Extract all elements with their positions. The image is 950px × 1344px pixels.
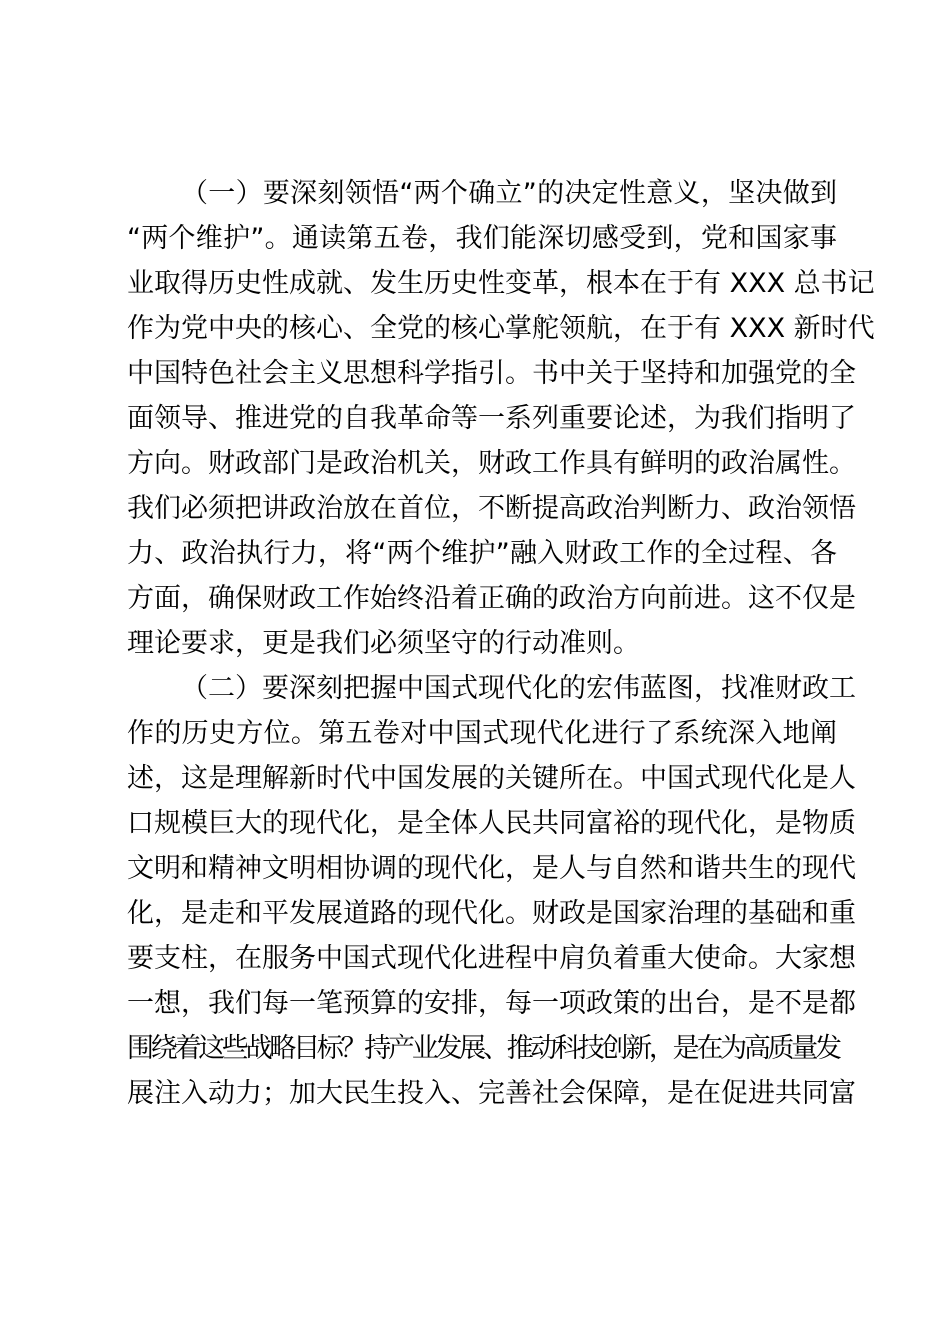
paragraph-line: （一）要深刻领悟“两个确立”的决定性意义，坚决做到 (181, 178, 837, 209)
paragraph-line: 作的历史方位。第五卷对中国式现代化进行了系统深入地阐 (127, 718, 837, 749)
paragraph-line: 方面，确保财政工作始终沿着正确的政治方向前进。这不仅是 (127, 583, 856, 614)
paragraph-line: 中国特色社会主义思想科学指引。书中关于坚持和加强党的全 (127, 358, 856, 389)
paragraph-line: 要支柱，在服务中国式现代化进程中肩负着重大使命。大家想 (127, 943, 856, 974)
paragraph-line: 作为党中央的核心、全党的核心掌舵领航，在于有 XXX 新时代 (127, 313, 875, 344)
paragraph-line: 面领导、推进党的自我革命等一系列重要论述，为我们指明了 (127, 403, 856, 434)
paragraph-2 (127, 666, 856, 1116)
paragraph-line: （二）要深刻把握中国式现代化的宏伟蓝图，找准财政工 (181, 673, 856, 704)
paragraph-line: 口规模巨大的现代化，是全体人民共同富裕的现代化，是物质 (127, 808, 856, 839)
paragraph-line: “两个维护”。通读第五卷，我们能深切感受到，党和国家事 (127, 223, 837, 254)
paragraph-line: 围绕着这些战略目标？持产业发展、推动科技创新，是在为高质量发 (127, 1033, 837, 1064)
paragraph-line: 力、政治执行力，将“两个维护”融入财政工作的全过程、各 (127, 538, 837, 569)
body-text (127, 171, 875, 1116)
paragraph-line: 方向。财政部门是政治机关，财政工作具有鲜明的政治属性。 (127, 448, 856, 479)
paragraph-line: 述，这是理解新时代中国发展的关键所在。中国式现代化是人 (127, 763, 856, 794)
paragraph-line: 展注入动力；加大民生投入、完善社会保障，是在促进共同富 (127, 1078, 856, 1109)
paragraph-line: 文明和精神文明相协调的现代化，是人与自然和谐共生的现代 (127, 853, 856, 884)
paragraph-line: 我们必须把讲政治放在首位，不断提高政治判断力、政治领悟 (127, 493, 856, 524)
paragraph-1 (127, 171, 875, 666)
paragraph-line: 一想，我们每一笔预算的安排，每一项政策的出台，是不是都 (127, 988, 856, 1019)
paragraph-line: 化，是走和平发展道路的现代化。财政是国家治理的基础和重 (127, 898, 856, 929)
paragraph-line: 业取得历史性成就、发生历史性变革，根本在于有 XXX 总书记 (127, 268, 875, 299)
paragraph-line: 理论要求，更是我们必须坚守的行动准则。 (127, 628, 640, 659)
